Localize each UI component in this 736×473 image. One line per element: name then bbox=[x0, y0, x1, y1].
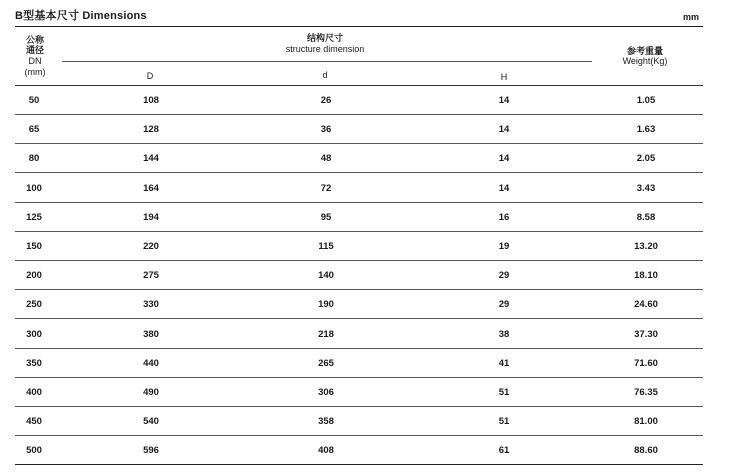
row-divider bbox=[15, 318, 703, 319]
cell-D: 380 bbox=[143, 328, 159, 340]
dn-header-line2: 通径 bbox=[25, 45, 44, 55]
cell-D: 330 bbox=[143, 299, 159, 311]
cell-D: 540 bbox=[143, 416, 159, 428]
cell-weight: 13.20 bbox=[634, 241, 658, 252]
cell-d: 115 bbox=[318, 241, 334, 252]
cell-H: 29 bbox=[498, 299, 510, 311]
cell-H: 51 bbox=[498, 387, 510, 398]
row-divider bbox=[15, 348, 703, 349]
structure-subrule-left bbox=[62, 61, 252, 62]
cell-d: 140 bbox=[318, 270, 334, 282]
cell-dn: 100 bbox=[26, 182, 42, 194]
cell-dn: 300 bbox=[26, 328, 42, 340]
cell-H: 14 bbox=[498, 95, 510, 106]
row-divider bbox=[15, 202, 703, 203]
cell-D: 220 bbox=[143, 241, 159, 252]
weight-header-en: Weight(Kg) bbox=[622, 56, 668, 66]
cell-dn: 400 bbox=[26, 387, 42, 398]
cell-H: 14 bbox=[498, 182, 510, 194]
cell-H: 38 bbox=[498, 328, 510, 340]
dn-header-line3: DN bbox=[28, 56, 42, 66]
cell-weight: 18.10 bbox=[634, 270, 658, 282]
unit-label: mm bbox=[682, 12, 699, 22]
header-bottom-rule bbox=[15, 85, 703, 86]
cell-dn: 65 bbox=[28, 124, 40, 136]
structure-header-cn: 结构尺寸 bbox=[306, 33, 343, 43]
cell-d: 218 bbox=[318, 328, 334, 340]
cell-D: 194 bbox=[143, 211, 159, 223]
cell-weight: 2.05 bbox=[636, 153, 656, 165]
cell-dn: 250 bbox=[26, 299, 42, 311]
row-divider bbox=[15, 406, 703, 407]
cell-d: 306 bbox=[318, 387, 334, 398]
row-divider bbox=[15, 231, 703, 232]
cell-D: 275 bbox=[143, 270, 159, 282]
table-bottom-rule bbox=[15, 464, 703, 465]
cell-weight: 1.05 bbox=[636, 95, 656, 106]
cell-d: 358 bbox=[318, 416, 334, 428]
row-divider bbox=[15, 435, 703, 436]
cell-H: 19 bbox=[498, 241, 510, 252]
cell-weight: 8.58 bbox=[636, 211, 656, 223]
cell-H: 14 bbox=[498, 124, 510, 136]
row-divider bbox=[15, 377, 703, 378]
cell-H: 29 bbox=[498, 270, 510, 282]
cell-d: 48 bbox=[320, 153, 332, 165]
cell-dn: 80 bbox=[28, 153, 40, 165]
cell-dn: 50 bbox=[28, 95, 40, 106]
cell-d: 36 bbox=[320, 124, 332, 136]
cell-weight: 3.43 bbox=[636, 182, 656, 194]
cell-D: 596 bbox=[143, 445, 159, 457]
dn-header-line1: 公称 bbox=[25, 35, 44, 45]
cell-D: 108 bbox=[143, 95, 159, 106]
cell-dn: 150 bbox=[26, 241, 42, 252]
cell-weight: 76.35 bbox=[634, 387, 658, 398]
cell-d: 72 bbox=[320, 182, 332, 194]
cell-H: 51 bbox=[498, 416, 510, 428]
cell-H: 16 bbox=[498, 211, 510, 223]
cell-weight: 37.30 bbox=[634, 328, 658, 340]
cell-dn: 125 bbox=[26, 211, 42, 223]
cell-d: 95 bbox=[320, 211, 332, 223]
cell-D: 490 bbox=[143, 387, 159, 398]
cell-weight: 88.60 bbox=[634, 445, 658, 457]
cell-dn: 500 bbox=[26, 445, 42, 457]
weight-header-cn: 参考重量 bbox=[626, 46, 663, 56]
col-header-d: d bbox=[322, 70, 328, 80]
cell-weight: 71.60 bbox=[634, 357, 658, 369]
cell-H: 61 bbox=[498, 445, 510, 457]
top-rule bbox=[15, 26, 703, 27]
cell-dn: 200 bbox=[26, 270, 42, 282]
cell-H: 41 bbox=[498, 357, 510, 369]
cell-d: 265 bbox=[318, 357, 334, 369]
cell-dn: 450 bbox=[26, 416, 42, 428]
row-divider bbox=[15, 172, 703, 173]
cell-weight: 24.60 bbox=[634, 299, 658, 311]
structure-header-en: structure dimension bbox=[285, 44, 365, 54]
cell-d: 408 bbox=[318, 445, 334, 457]
row-divider bbox=[15, 289, 703, 290]
cell-D: 128 bbox=[143, 124, 159, 136]
cell-weight: 81.00 bbox=[634, 416, 658, 428]
row-divider bbox=[15, 143, 703, 144]
col-header-D: D bbox=[146, 71, 154, 81]
row-divider bbox=[15, 114, 703, 115]
cell-dn: 350 bbox=[26, 357, 42, 369]
cell-weight: 1.63 bbox=[636, 124, 656, 136]
cell-D: 144 bbox=[143, 153, 159, 165]
cell-D: 440 bbox=[143, 357, 159, 369]
cell-H: 14 bbox=[498, 153, 510, 165]
table-title: B型基本尺寸 Dimensions bbox=[15, 10, 147, 22]
col-header-H: H bbox=[500, 72, 508, 82]
cell-d: 26 bbox=[320, 95, 332, 106]
dn-header-line4: (mm) bbox=[24, 67, 46, 77]
cell-D: 164 bbox=[143, 182, 159, 194]
cell-d: 190 bbox=[318, 299, 334, 311]
row-divider bbox=[15, 260, 703, 261]
structure-subrule-right bbox=[252, 61, 592, 62]
